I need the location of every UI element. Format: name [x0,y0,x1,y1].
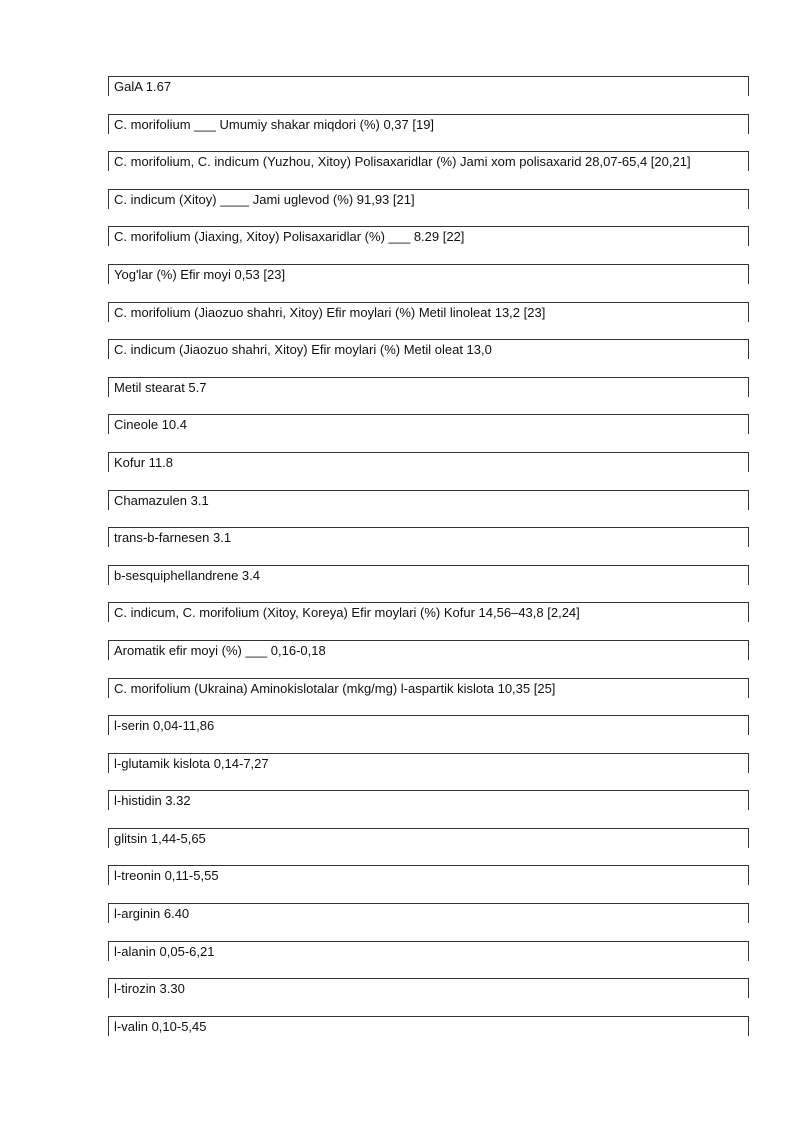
table-row: C. morifolium (Jiaozuo shahri, Xitoy) Efir moylari (%) Metil linoleat 13,2 [23] [108,302,749,322]
table-row: C. indicum (Jiaozuo shahri, Xitoy) Efir moylari (%) Metil oleat 13,0 [108,339,749,359]
table-row: l-treonin 0,11-5,55 [108,865,749,885]
table-row: Metil stearat 5.7 [108,377,749,397]
composition-table [108,76,749,1053]
table-row: C. morifolium, C. indicum (Yuzhou, Xitoy) Polisaxaridlar (%) Jami xom polisaxarid 28,07-65,4 [20,21] [108,151,749,171]
table-row: Aromatik efir moyi (%) ___ 0,16-0,18 [108,640,749,660]
table-row: C. indicum (Xitoy) ____ Jami uglevod (%) 91,93 [21] [108,189,749,209]
table-row: l-valin 0,10-5,45 [108,1016,749,1036]
table-row: Cineole 10.4 [108,414,749,434]
table-row: b-sesquiphellandrene 3.4 [108,565,749,585]
table-row: GalA 1.67 [108,76,749,96]
table-row: C. morifolium (Ukraina) Aminokislotalar (mkg/mg) l-aspartik kislota 10,35 [25] [108,678,749,698]
table-row: l-glutamik kislota 0,14-7,27 [108,753,749,773]
table-row: trans-b-farnesen 3.1 [108,527,749,547]
table-row: l-histidin 3.32 [108,790,749,810]
table-row: Yog'lar (%) Efir moyi 0,53 [23] [108,264,749,284]
table-row: l-alanin 0,05-6,21 [108,941,749,961]
table-row: Kofur 11.8 [108,452,749,472]
table-row: l-serin 0,04-11,86 [108,715,749,735]
table-row: l-tirozin 3.30 [108,978,749,998]
table-row: C. morifolium ___ Umumiy shakar miqdori (%) 0,37 [19] [108,114,749,134]
table-row: glitsin 1,44-5,65 [108,828,749,848]
table-row: C. morifolium (Jiaxing, Xitoy) Polisaxaridlar (%) ___ 8.29 [22] [108,226,749,246]
table-row: C. indicum, C. morifolium (Xitoy, Koreya) Efir moylari (%) Kofur 14,56–43,8 [2,24] [108,602,749,622]
table-row: l-arginin 6.40 [108,903,749,923]
table-row: Chamazulen 3.1 [108,490,749,510]
